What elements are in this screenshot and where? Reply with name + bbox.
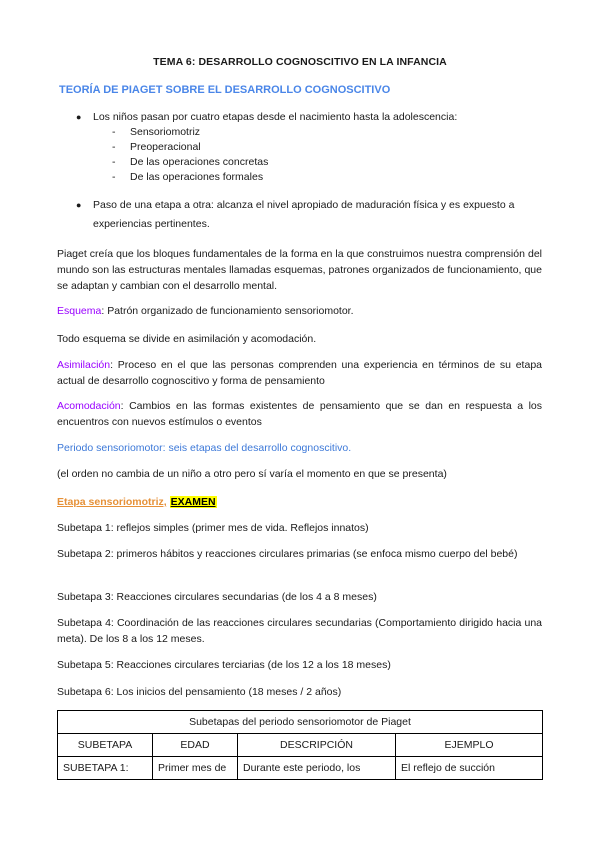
column-header: EDAD: [153, 734, 238, 757]
etapa-heading: [57, 494, 217, 510]
acomodacion-text: : Cambios en las formas existentes de pensamiento que se dan en respuesta a los encuentros con nuevos estímulos o eventos: [57, 400, 542, 428]
bullet-icon: ●: [76, 112, 82, 122]
subetapa-item: Subetapa 1: reflejos simples (primer mes de vida. Reflejos innatos): [57, 522, 369, 534]
examen-highlight: EXAMEN: [170, 496, 216, 508]
table-row: [58, 757, 543, 780]
esquema-term: Esquema: [57, 305, 102, 317]
list-item: Preoperacional: [130, 141, 201, 153]
acomodacion-definition: [57, 398, 542, 430]
esquema-text: : Patrón organizado de funcionamiento sensoriomotor.: [101, 305, 354, 317]
periodo-line: Periodo sensoriomotor: seis etapas del desarrollo cognoscitivo.: [57, 442, 352, 454]
column-header: EJEMPLO: [396, 734, 543, 757]
table-caption: Subetapas del periodo sensoriomotor de Piaget: [58, 711, 543, 734]
asimilacion-definition: [57, 357, 542, 389]
table-cell: El reflejo de succión: [396, 757, 543, 780]
bullet-2-line-2: experiencias pertinentes.: [93, 218, 210, 230]
column-header: SUBETAPA: [58, 734, 153, 757]
subetapa-item: Subetapa 5: Reacciones circulares terciarias (de los 12 a los 18 meses): [57, 659, 391, 671]
intro-paragraph: Piaget creía que los bloques fundamentales de la forma en la que construimos nuestra comprensión del mundo son las estructuras mentales llamadas esquemas, patrones organizados de funcionamiento, que se adaptan y cambian con el desarrollo mental.: [57, 248, 542, 292]
dash-icon: -: [112, 171, 116, 183]
list-item: De las operaciones formales: [130, 171, 264, 183]
list-item: De las operaciones concretas: [130, 156, 269, 168]
bullet-1-text: Los niños pasan por cuatro etapas desde el nacimiento hasta la adolescencia:: [93, 111, 458, 123]
column-header: DESCRIPCIÓN: [238, 734, 396, 757]
section-heading: TEORÍA DE PIAGET SOBRE EL DESARROLLO COGNOSCITIVO: [59, 84, 391, 96]
bullet-icon: ●: [76, 200, 82, 210]
page-title: TEMA 6: DESARROLLO COGNOSCITIVO EN LA INFANCIA: [153, 56, 447, 68]
table-cell: Durante este periodo, los: [238, 757, 396, 780]
esquema-definition: [57, 303, 354, 319]
etapa-label: Etapa sensoriomotriz,: [57, 496, 167, 508]
periodo-note: (el orden no cambia de un niño a otro pero sí varía el momento en que se presenta): [57, 468, 447, 480]
bullet-2-line-1: Paso de una etapa a otra: alcanza el nivel apropiado de maduración física y es expuesto a: [93, 199, 515, 211]
subetapa-item: Subetapa 3: Reacciones circulares secundarias (de los 4 a 8 meses): [57, 591, 377, 603]
acomodacion-term: Acomodación: [57, 400, 121, 412]
subetapa-item: Subetapa 6: Los inicios del pensamiento (18 meses / 2 años): [57, 686, 342, 698]
list-item: Sensoriomotriz: [130, 126, 201, 138]
table-caption-row: [58, 711, 543, 734]
table-header-row: [58, 734, 543, 757]
dash-icon: -: [112, 156, 116, 168]
asimilacion-text: : Proceso en el que las personas comprenden una experiencia en términos de su etapa actual de desarrollo cognoscitivo y forma de pensamiento: [57, 359, 542, 387]
dash-icon: -: [112, 126, 116, 138]
subetapas-table: [57, 710, 543, 780]
table-cell: Primer mes de: [153, 757, 238, 780]
esquema-note: Todo esquema se divide en asimilación y acomodación.: [57, 333, 317, 345]
dash-icon: -: [112, 141, 116, 153]
table-cell: SUBETAPA 1:: [58, 757, 153, 780]
subetapa-item: Subetapa 2: primeros hábitos y reacciones circulares primarias (se enfoca mismo cuerpo del bebé): [57, 548, 518, 560]
subetapa-item: Subetapa 4: Coordinación de las reacciones circulares secundarias (Comportamiento dirigido hacia una meta). De los 8 a los 12 meses.: [57, 617, 542, 645]
asimilacion-term: Asimilación: [57, 359, 111, 371]
